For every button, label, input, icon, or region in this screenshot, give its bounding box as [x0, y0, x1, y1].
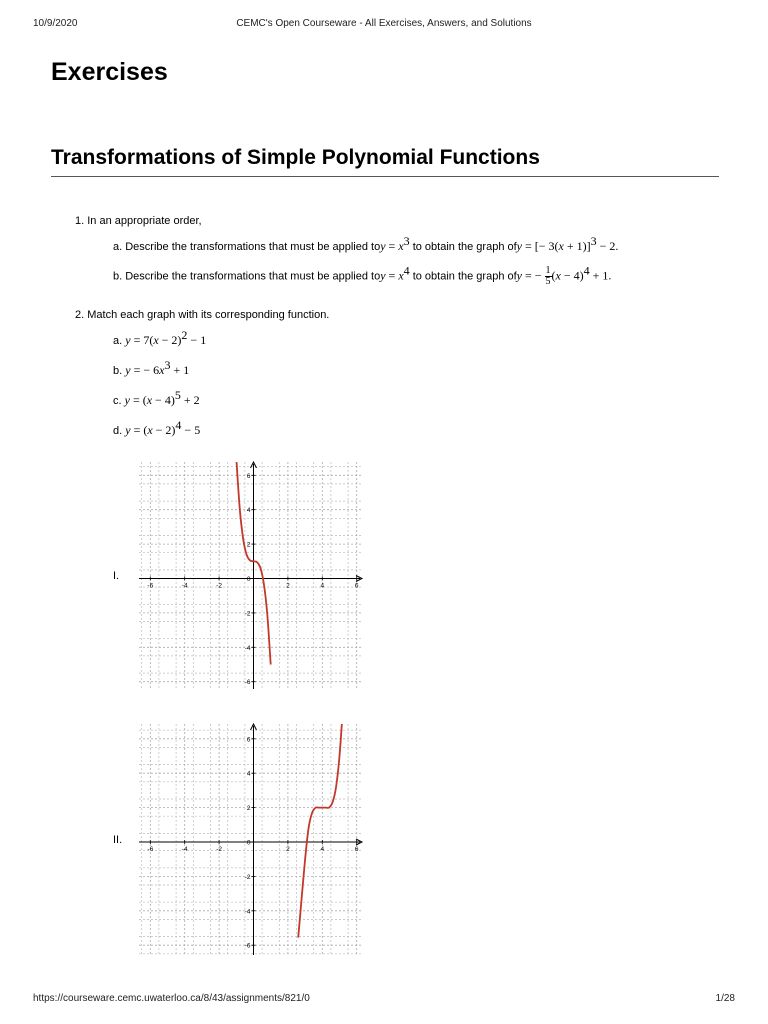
math-exponent: 4 — [583, 263, 590, 278]
question-1b-mid: to obtain the graph of — [409, 270, 517, 283]
math-text: = − — [522, 268, 545, 283]
math-text: − 1 — [187, 333, 207, 347]
math-var: y — [380, 239, 386, 253]
graph-I-label: I. — [113, 570, 120, 582]
y-tick-label: 6 — [246, 472, 251, 480]
x-tick-label: -6 — [147, 582, 154, 590]
math-var: x — [558, 239, 564, 253]
math-var: y — [516, 239, 522, 253]
math-var: y — [124, 393, 130, 407]
math-text: = — [385, 239, 399, 253]
math-text: − 5 — [181, 423, 201, 437]
y-tick-label: 2 — [246, 805, 251, 813]
math-text: = ( — [130, 423, 148, 437]
x-tick-label: 2 — [286, 582, 290, 590]
math-var: x — [398, 239, 404, 253]
math-text: ( — [551, 268, 556, 283]
x-tick-label: -4 — [181, 846, 188, 853]
question-2-stem: 2. Match each graph with its corresponding function. — [75, 309, 330, 321]
fraction-numerator: 1 — [545, 265, 551, 276]
y-tick-label: -4 — [244, 908, 251, 916]
math-exponent: 2 — [181, 328, 188, 342]
math-var: x — [153, 333, 159, 347]
math-text: + 1 — [170, 363, 190, 377]
math-text: + 1)] — [563, 239, 591, 253]
x-tick-label: 4 — [320, 582, 325, 590]
y-tick-label: -6 — [244, 679, 251, 687]
y-tick-label: -6 — [244, 942, 251, 950]
print-date: 10/9/2020 — [33, 18, 78, 29]
math-var: y — [125, 363, 131, 377]
math-var: y — [125, 333, 131, 347]
y-tick-label: 4 — [246, 770, 251, 778]
math-var: y — [125, 423, 131, 437]
math-exponent: 3 — [590, 234, 597, 248]
math-var: y — [380, 268, 386, 283]
math-exponent: 3 — [164, 358, 171, 372]
math-var: x — [147, 423, 153, 437]
y-tick-label: 0 — [246, 839, 251, 847]
math-text: − 2) — [158, 333, 182, 347]
math-text: − 2. — [596, 239, 619, 253]
math-var: x — [146, 393, 153, 407]
x-tick-label: -2 — [216, 582, 222, 590]
math-text: + 1. — [589, 268, 612, 283]
x-tick-label: 4 — [320, 846, 325, 853]
print-url: https://courseware.cemc.uwaterloo.ca/8/43/assignments/821/0 — [33, 993, 310, 1004]
math-text: = 7( — [130, 333, 154, 347]
math-exponent: 5 — [174, 388, 181, 402]
math-text: = [− 3( — [522, 239, 559, 253]
print-title: CEMC's Open Courseware - All Exercises, Answers, and Solutions — [236, 18, 532, 29]
math-var: x — [398, 268, 404, 283]
y-tick-label: -2 — [244, 873, 251, 881]
math-text: + 2 — [180, 393, 200, 407]
math-exponent: 4 — [403, 263, 410, 278]
page-number: 1/28 — [715, 993, 735, 1004]
math-text: − 4) — [560, 268, 584, 283]
grid — [139, 724, 362, 955]
option-label: d. — [113, 425, 126, 437]
y-tick-label: 6 — [246, 736, 251, 744]
y-tick-label: 4 — [246, 507, 251, 515]
x-tick-label: 6 — [354, 582, 359, 590]
section-title: Transformations of Simple Polynomial Functions — [51, 146, 540, 169]
math-var: x — [159, 363, 165, 377]
x-tick-label: -6 — [147, 846, 154, 853]
y-tick-label: -2 — [244, 610, 251, 618]
curve-line — [298, 627, 346, 938]
page-heading: Exercises — [51, 58, 168, 86]
math-exponent: 3 — [403, 234, 410, 248]
option-label: c. — [113, 395, 125, 407]
x-tick-label: -2 — [216, 846, 222, 853]
math-exponent: 4 — [175, 418, 182, 432]
fraction-denominator: 5 — [545, 276, 551, 287]
y-tick-label: 2 — [246, 541, 251, 549]
math-text: − 2) — [152, 423, 176, 437]
x-tick-label: 6 — [354, 846, 359, 853]
y-tick-label: 0 — [246, 576, 251, 583]
math-text: − 4) — [152, 393, 175, 407]
y-tick-label: -4 — [244, 644, 251, 652]
question-1-stem: 1. In an appropriate order, — [75, 215, 202, 227]
graph-II-label: II. — [113, 834, 123, 846]
math-text: = — [385, 268, 399, 283]
math-text: = − 6 — [130, 363, 160, 377]
x-tick-label: -4 — [181, 582, 188, 590]
option-label: b. — [113, 365, 126, 377]
question-1a-mid: to obtain the graph of — [409, 241, 517, 253]
math-text: = ( — [129, 393, 147, 407]
math-var: x — [555, 268, 561, 283]
question-1a-lead: a. Describe the transformations that must be applied to — [113, 241, 381, 253]
x-tick-label: 2 — [286, 846, 290, 853]
option-label: a. — [113, 335, 126, 347]
question-1b-lead: b. Describe the transformations that must be applied to — [113, 270, 381, 283]
math-var: y — [516, 268, 522, 283]
